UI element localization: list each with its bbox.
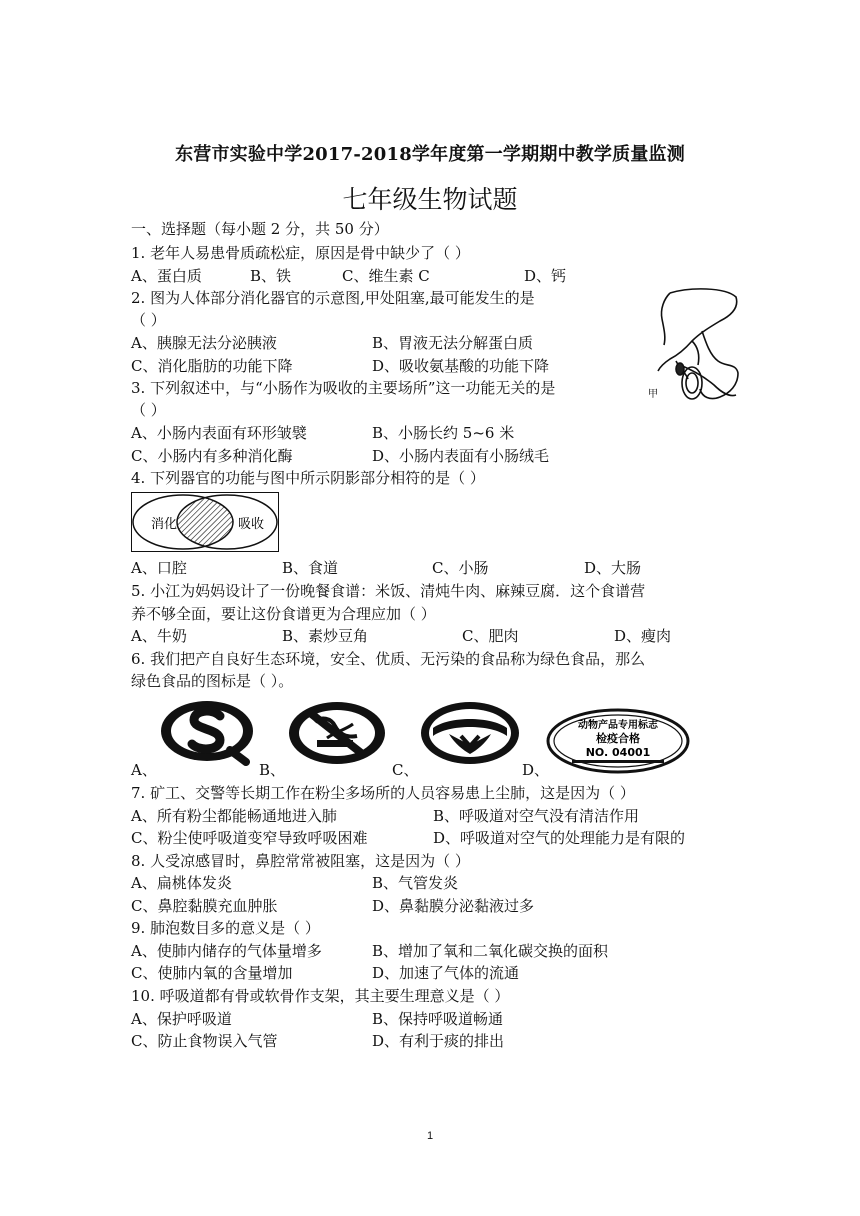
green-food-logo-icon bbox=[419, 700, 521, 766]
q9-option-b: B、增加了氧和二氧化碳交换的面积 bbox=[372, 942, 609, 960]
q4-option-b: B、食道 bbox=[282, 559, 339, 577]
q4-option-a: A、口腔 bbox=[131, 559, 187, 577]
school-title: 东营市实验中学2017-2018学年度第一学期期中教学质量监测 bbox=[175, 144, 685, 165]
q2-option-d: D、吸收氨基酸的功能下降 bbox=[372, 357, 550, 375]
q8-option-c: C、鼻腔黏膜充血肿胀 bbox=[131, 897, 278, 915]
question-7-stem: 7. 矿工、交警等长期工作在粉尘多场所的人员容易患上尘肺，这是因为（ ） bbox=[131, 784, 635, 802]
q5-option-a: A、牛奶 bbox=[131, 627, 187, 645]
q6-option-a: A、 bbox=[131, 761, 157, 779]
section-heading: 一、选择题（每小题 2 分，共 50 分） bbox=[131, 220, 389, 238]
q10-option-c: C、防止食物误入气管 bbox=[131, 1032, 278, 1050]
question-3-stem: 3. 下列叙述中，与“小肠作为吸收的主要场所”这一功能无关的是 bbox=[131, 379, 556, 397]
q1-option-a: A、蛋白质 bbox=[131, 267, 202, 285]
q2-option-a: A、胰腺无法分泌胰液 bbox=[131, 334, 277, 352]
q3-option-c: C、小肠内有多种消化酶 bbox=[131, 447, 293, 465]
q10-option-a: A、保护呼吸道 bbox=[131, 1010, 232, 1028]
question-4-stem: 4. 下列器官的功能与图中所示阴影部分相符的是（ ） bbox=[131, 469, 485, 487]
q6-option-d: D、 bbox=[522, 761, 550, 779]
q2-option-b: B、胃液无法分解蛋白质 bbox=[372, 334, 534, 352]
q6-option-c: C、 bbox=[392, 761, 419, 779]
q9-option-d: D、加速了气体的流通 bbox=[372, 964, 520, 982]
stamp-line-1: 动物产品专用标志 bbox=[578, 720, 658, 731]
figure-label-jia: 甲 bbox=[648, 389, 658, 400]
q3-option-d: D、小肠内表面有小肠绒毛 bbox=[372, 447, 550, 465]
question-3-stem-cont: （ ） bbox=[131, 401, 166, 419]
q10-option-b: B、保持呼吸道畅通 bbox=[372, 1010, 504, 1028]
question-6-stem-cont: 绿色食品的图标是（ ）。 bbox=[131, 672, 294, 690]
q8-option-b: B、气管发炎 bbox=[372, 874, 459, 892]
question-8-stem: 8. 人受凉感冒时，鼻腔常常被阻塞，这是因为（ ） bbox=[131, 852, 470, 870]
question-1-stem: 1. 老年人易患骨质疏松症，原因是骨中缺少了（ ） bbox=[131, 244, 470, 262]
question-5-stem: 5. 小江为妈妈设计了一份晚餐食谱：米饭、清炖牛肉、麻辣豆腐．这个食谱营 bbox=[131, 582, 646, 600]
q10-option-d: D、有利于痰的排出 bbox=[372, 1032, 505, 1050]
q7-option-d: D、呼吸道对空气的处理能力是有限的 bbox=[433, 829, 686, 847]
q7-option-a: A、所有粉尘都能畅通地进入肺 bbox=[131, 807, 337, 825]
question-2-stem-cont: （ ） bbox=[131, 311, 166, 329]
quarantine-stamp-icon bbox=[546, 708, 690, 774]
venn-diagram bbox=[131, 492, 279, 552]
q8-option-a: A、扁桃体发炎 bbox=[131, 874, 232, 892]
q5-option-c: C、肥肉 bbox=[462, 627, 519, 645]
q6-option-b: B、 bbox=[259, 761, 286, 779]
q8-option-d: D、鼻黏膜分泌黏液过多 bbox=[372, 897, 535, 915]
logo-s-q-icon bbox=[158, 698, 256, 766]
subject-title: 七年级生物试题 bbox=[342, 185, 518, 214]
q5-option-d: D、瘦肉 bbox=[614, 627, 672, 645]
question-2-stem: 2. 图为人体部分消化器官的示意图,甲处阻塞,最可能发生的是 bbox=[131, 289, 535, 307]
q1-option-c: C、维生素 C bbox=[342, 267, 430, 285]
digestive-organs-figure bbox=[640, 285, 740, 425]
page-number: 1 bbox=[426, 1130, 434, 1142]
q1-option-d: D、钙 bbox=[524, 267, 567, 285]
venn-right-label: 吸收 bbox=[238, 517, 265, 532]
question-5-stem-cont: 养不够全面，要让这份食谱更为合理应加（ ） bbox=[131, 605, 436, 623]
q3-option-a: A、小肠内表面有环形皱襞 bbox=[131, 424, 307, 442]
stamp-line-2: 检疫合格 bbox=[596, 732, 640, 745]
question-6-stem: 6. 我们把产自良好生态环境，安全、优质、无污染的食品称为绿色食品，那么 bbox=[131, 650, 646, 668]
q1-option-b: B、铁 bbox=[250, 267, 292, 285]
q4-option-c: C、小肠 bbox=[432, 559, 489, 577]
logo-prohibition-icon bbox=[287, 700, 387, 766]
q2-option-c: C、消化脂肪的功能下降 bbox=[131, 357, 293, 375]
q4-option-d: D、大肠 bbox=[584, 559, 642, 577]
stamp-line-3: NO. 04001 bbox=[585, 746, 651, 759]
q3-option-b: B、小肠长约 5~6 米 bbox=[372, 424, 515, 442]
q9-option-a: A、使肺内储存的气体量增多 bbox=[131, 942, 322, 960]
venn-left-label: 消化 bbox=[151, 517, 178, 532]
question-9-stem: 9. 肺泡数目多的意义是（ ） bbox=[131, 919, 320, 937]
q9-option-c: C、使肺内氧的含量增加 bbox=[131, 964, 293, 982]
q5-option-b: B、素炒豆角 bbox=[282, 627, 369, 645]
q7-option-b: B、呼吸道对空气没有清洁作用 bbox=[433, 807, 640, 825]
question-10-stem: 10. 呼吸道都有骨或软骨作支架，其主要生理意义是（ ） bbox=[131, 987, 510, 1005]
q7-option-c: C、粉尘使呼吸道变窄导致呼吸困难 bbox=[131, 829, 368, 847]
